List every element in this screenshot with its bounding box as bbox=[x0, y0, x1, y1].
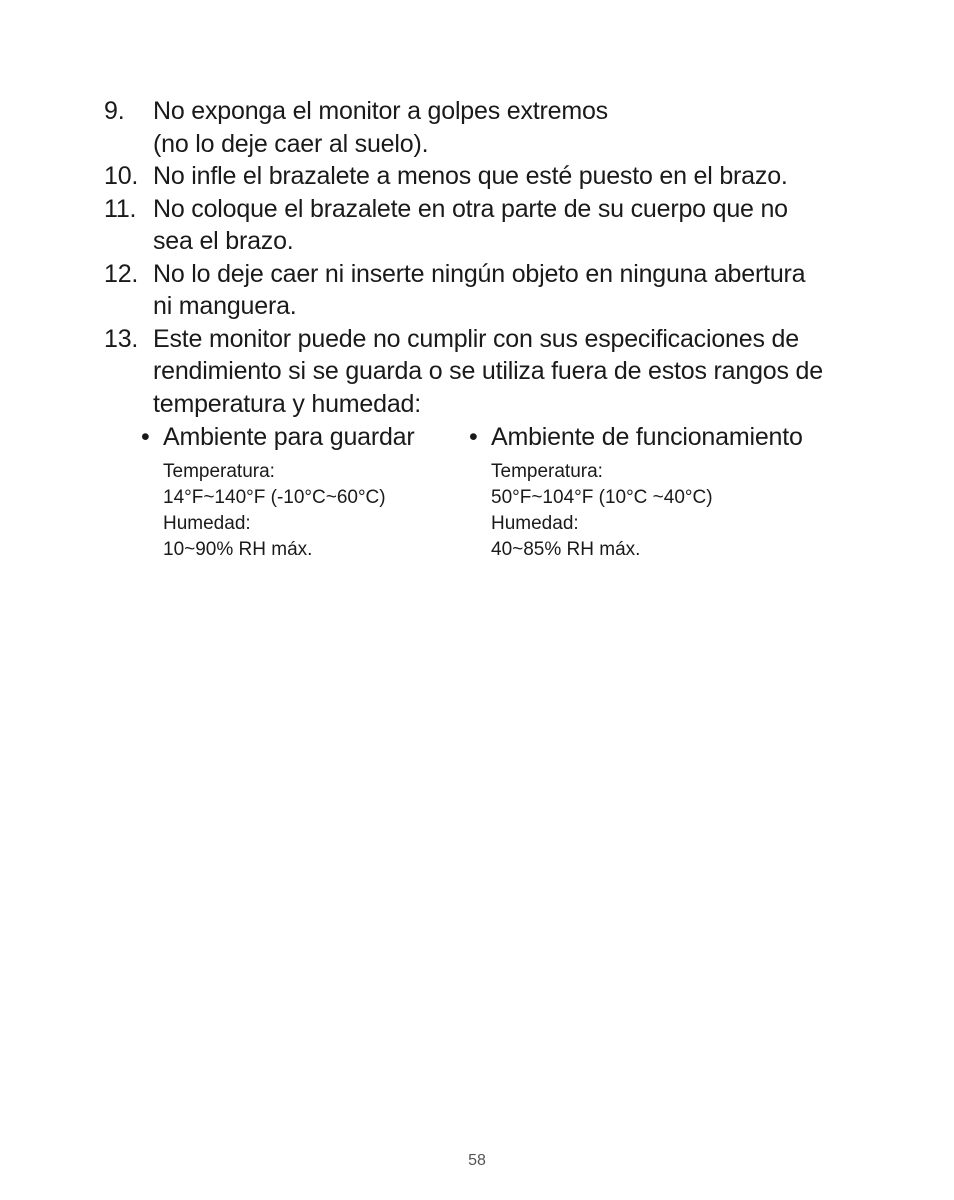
storage-title-text: Ambiente para guardar bbox=[163, 423, 415, 451]
list-item bbox=[104, 160, 904, 193]
storage-environment-details bbox=[163, 459, 415, 563]
temperature-label: Temperatura: bbox=[491, 461, 603, 482]
item-text: No coloque el brazalete en otra parte de su cuerpo que no sea el brazo. bbox=[153, 194, 788, 255]
bullet-icon: • bbox=[141, 423, 150, 451]
storage-environment bbox=[141, 421, 415, 563]
list-item bbox=[104, 258, 904, 323]
environment-specs bbox=[141, 421, 901, 571]
bullet-icon: • bbox=[469, 423, 478, 451]
item-number: 11. bbox=[104, 194, 137, 223]
item-number: 13. bbox=[104, 324, 139, 353]
temperature-value: 14°F~140°F (-10°C~60°C) bbox=[163, 487, 386, 508]
operating-environment-details bbox=[491, 459, 803, 563]
operating-title-text: Ambiente de funcionamiento bbox=[491, 423, 803, 451]
item-number: 12. bbox=[104, 259, 139, 288]
storage-environment-title bbox=[141, 421, 415, 453]
operating-environment-title bbox=[469, 421, 803, 453]
item-text: No infle el brazalete a menos que esté puesto en el brazo. bbox=[153, 162, 788, 190]
list-item bbox=[104, 95, 904, 160]
temperature-value: 50°F~104°F (10°C ~40°C) bbox=[491, 487, 713, 508]
item-text: Este monitor puede no cumplir con sus especificaciones de rendimiento si se guarda o se utiliza fuera de estos rangos de temperatura y humedad: bbox=[153, 324, 823, 418]
item-number: 9. bbox=[104, 97, 125, 125]
item-text: No exponga el monitor a golpes extremos (no lo deje caer al suelo). bbox=[153, 97, 608, 158]
list-item bbox=[104, 193, 904, 258]
operating-environment bbox=[469, 421, 803, 563]
humidity-value: 10~90% RH máx. bbox=[163, 539, 313, 560]
temperature-label: Temperatura: bbox=[163, 461, 275, 482]
humidity-label: Humedad: bbox=[163, 513, 251, 534]
page-number: 58 bbox=[468, 1152, 486, 1169]
instruction-list bbox=[104, 95, 904, 420]
item-text: No lo deje caer ni inserte ningún objeto en ninguna abertura ni manguera. bbox=[153, 259, 806, 320]
humidity-value: 40~85% RH máx. bbox=[491, 539, 641, 560]
humidity-label: Humedad: bbox=[491, 513, 579, 534]
list-item bbox=[104, 323, 904, 421]
item-number: 10. bbox=[104, 162, 139, 190]
